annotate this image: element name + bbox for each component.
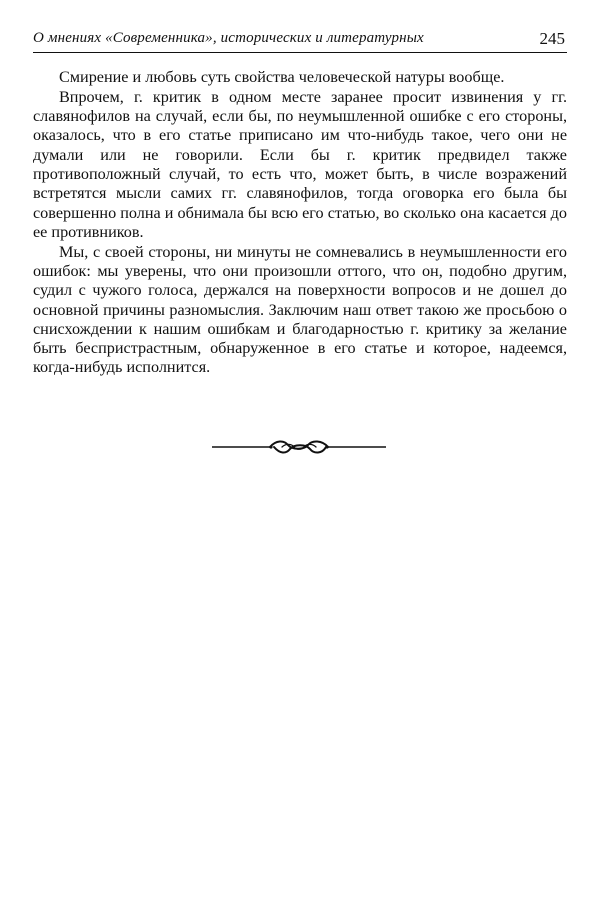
paragraph-2: Впрочем, г. критик в одном месте заранее просит извинения у гг. славянофилов на случай, если бы, по неумышленной ошибке с его стороны, оказалось, что в его статье приписано им что-нибудь такое, чего они не думали или не говорили. Если бы г. критик предвидел также противоположный случай, то есть что, может быть, в числе возражений встретятся мысли самих гг. славянофилов, тогда оговорка его была бы совершенно полна и обнимала бы всю его статью, во сколько она касается до ее противников. <box>33 87 567 241</box>
paragraph-3: Мы, с своей стороны, ни минуты не сомневались в неумышленности его ошибок: мы уверены, что они произошли оттого, что он, подобно другим, судил с чужого голоса, держался на поверхности вопросов и не дошел до основной причины разномыслия. Заключим наш ответ такою же просьбою о снисхождении к нашим ошибкам и благодарностью г. критику за желание быть беспристрастным, обнаруженное в его статье и которое, надеемся, когда-нибудь исполнится. <box>33 242 567 377</box>
paragraph-1: Смирение и любовь суть свойства человеческой натуры вообще. <box>59 68 505 86</box>
page-number: 245 <box>539 29 565 48</box>
body-text <box>33 68 567 378</box>
running-title: О мнениях «Современника», исторических и литературных <box>33 30 424 46</box>
running-header <box>33 30 567 53</box>
vignette-flourish-icon <box>212 436 386 458</box>
